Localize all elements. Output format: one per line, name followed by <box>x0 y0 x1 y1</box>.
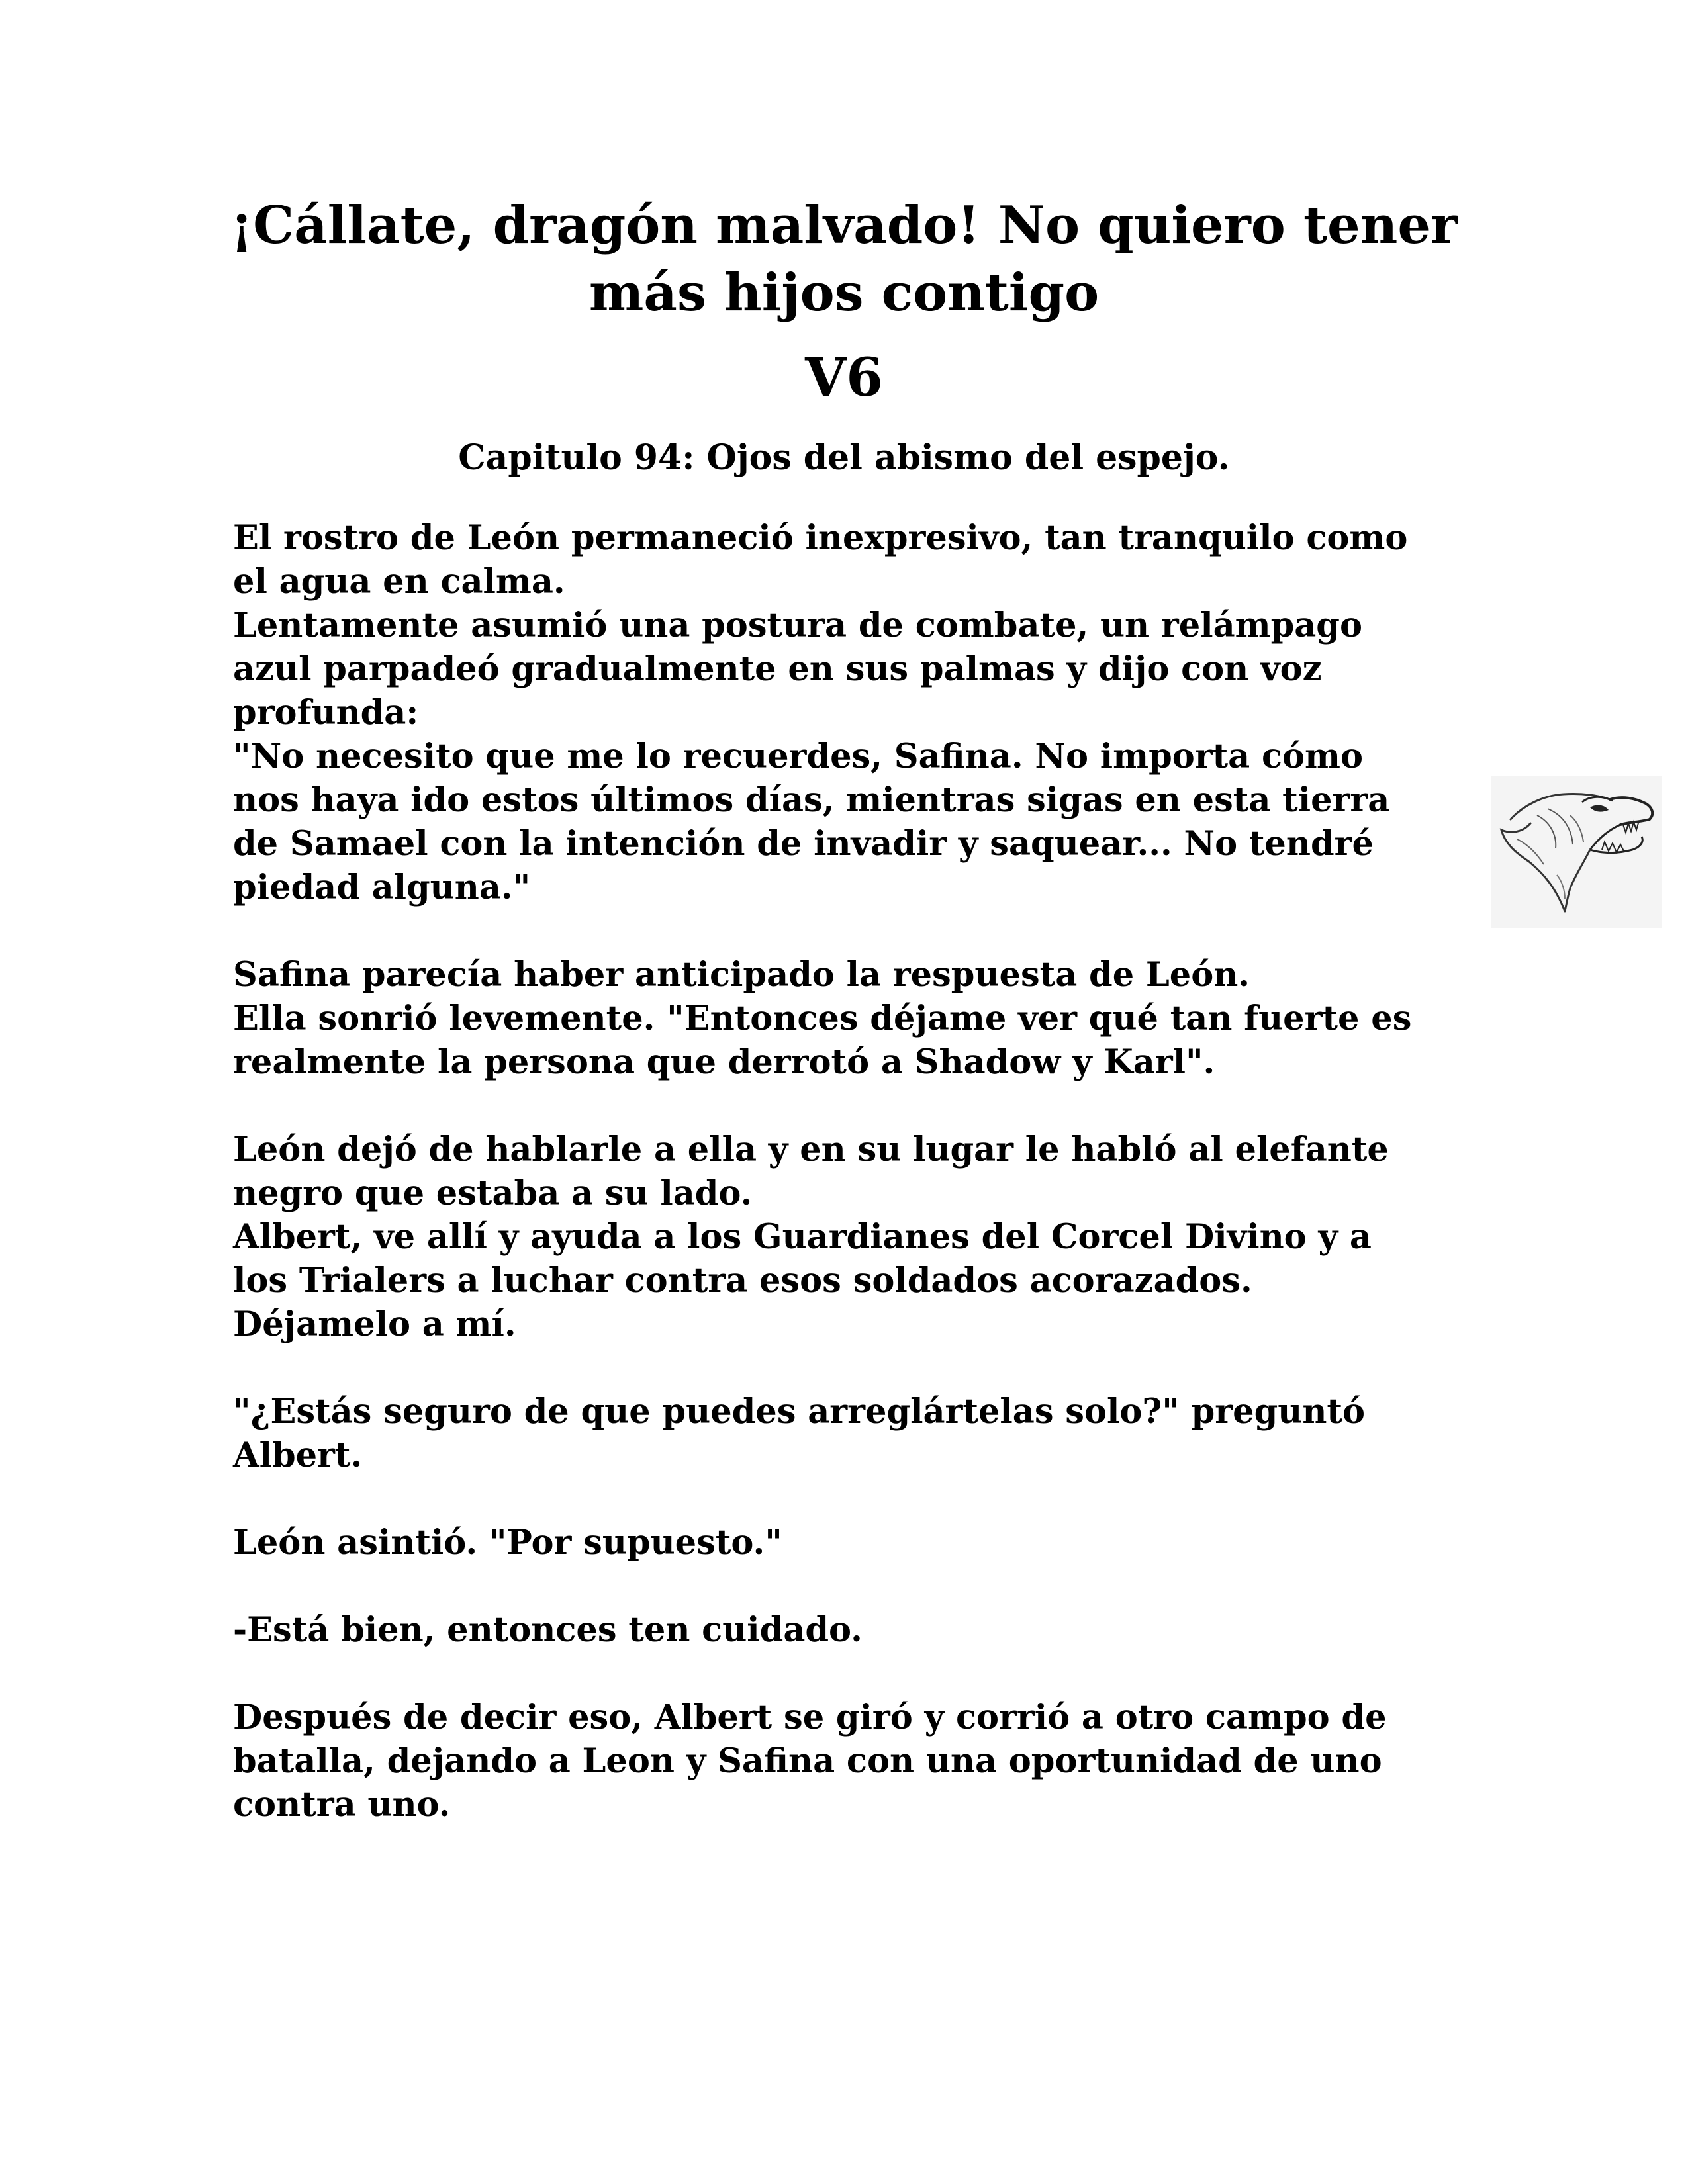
text-line: Lentamente asumió una postura de combate, un relámpago <box>233 606 1362 645</box>
text-line: los Trialers a luchar contra esos soldados acorazados. <box>233 1261 1252 1300</box>
text-line: -Está bien, entonces ten cuidado. <box>233 1610 863 1650</box>
text-line: piedad alguna." <box>233 868 531 907</box>
paragraph <box>233 1128 1464 1346</box>
text-line: Albert, ve allí y ayuda a los Guardianes del Corcel Divino y a <box>233 1217 1372 1257</box>
text-line: "¿Estás seguro de que puedes arreglártelas solo?" preguntó <box>233 1392 1365 1432</box>
paragraph <box>233 1521 1464 1565</box>
paragraph <box>233 1696 1464 1827</box>
text-line: profunda: <box>233 693 419 733</box>
paragraph <box>233 1608 1464 1652</box>
text-line: de Samael con la intención de invadir y saquear... No tendré <box>233 824 1374 864</box>
text-line: Déjamelo a mí. <box>233 1304 516 1344</box>
volume-label: V6 <box>805 346 883 408</box>
text-line: el agua en calma. <box>233 562 565 602</box>
text-line: Safina parecía haber anticipado la respuesta de León. <box>233 955 1250 995</box>
chapter-heading: Capitulo 94: Ojos del abismo del espejo. <box>458 437 1230 478</box>
paragraph <box>233 953 1464 1084</box>
chapter-body <box>233 516 1464 1870</box>
text-line: realmente la persona que derrotó a Shadow y Karl". <box>233 1042 1215 1082</box>
text-line: negro que estaba a su lado. <box>233 1173 753 1213</box>
title-line: ¡Cállate, dragón malvado! No quiero tener <box>230 195 1458 255</box>
text-line: batalla, dejando a Leon y Safina con una oportunidad de uno <box>233 1741 1382 1781</box>
text-line: Albert. <box>233 1435 363 1475</box>
text-line: León dejó de hablarle a ella y en su lugar le habló al elefante <box>233 1130 1389 1169</box>
text-line: contra uno. <box>233 1785 451 1825</box>
text-line: "No necesito que me lo recuerdes, Safina. No importa cómo <box>233 737 1364 776</box>
text-line: León asintió. "Por supuesto." <box>233 1523 782 1563</box>
title-line: más hijos contigo <box>588 263 1100 323</box>
text-line: azul parpadeó gradualmente en sus palmas y dijo con voz <box>233 649 1322 689</box>
document-title <box>199 192 1489 327</box>
dragon-sketch-icon <box>1491 776 1662 928</box>
text-line: Ella sonrió levemente. "Entonces déjame ver qué tan fuerte es <box>233 999 1412 1038</box>
paragraph <box>233 516 1464 909</box>
text-line: nos haya ido estos últimos días, mientras sigas en esta tierra <box>233 780 1390 820</box>
text-line: El rostro de León permaneció inexpresivo, tan tranquilo como <box>233 518 1408 558</box>
text-line: Después de decir eso, Albert se giró y corrió a otro campo de <box>233 1698 1387 1737</box>
paragraph <box>233 1390 1464 1477</box>
